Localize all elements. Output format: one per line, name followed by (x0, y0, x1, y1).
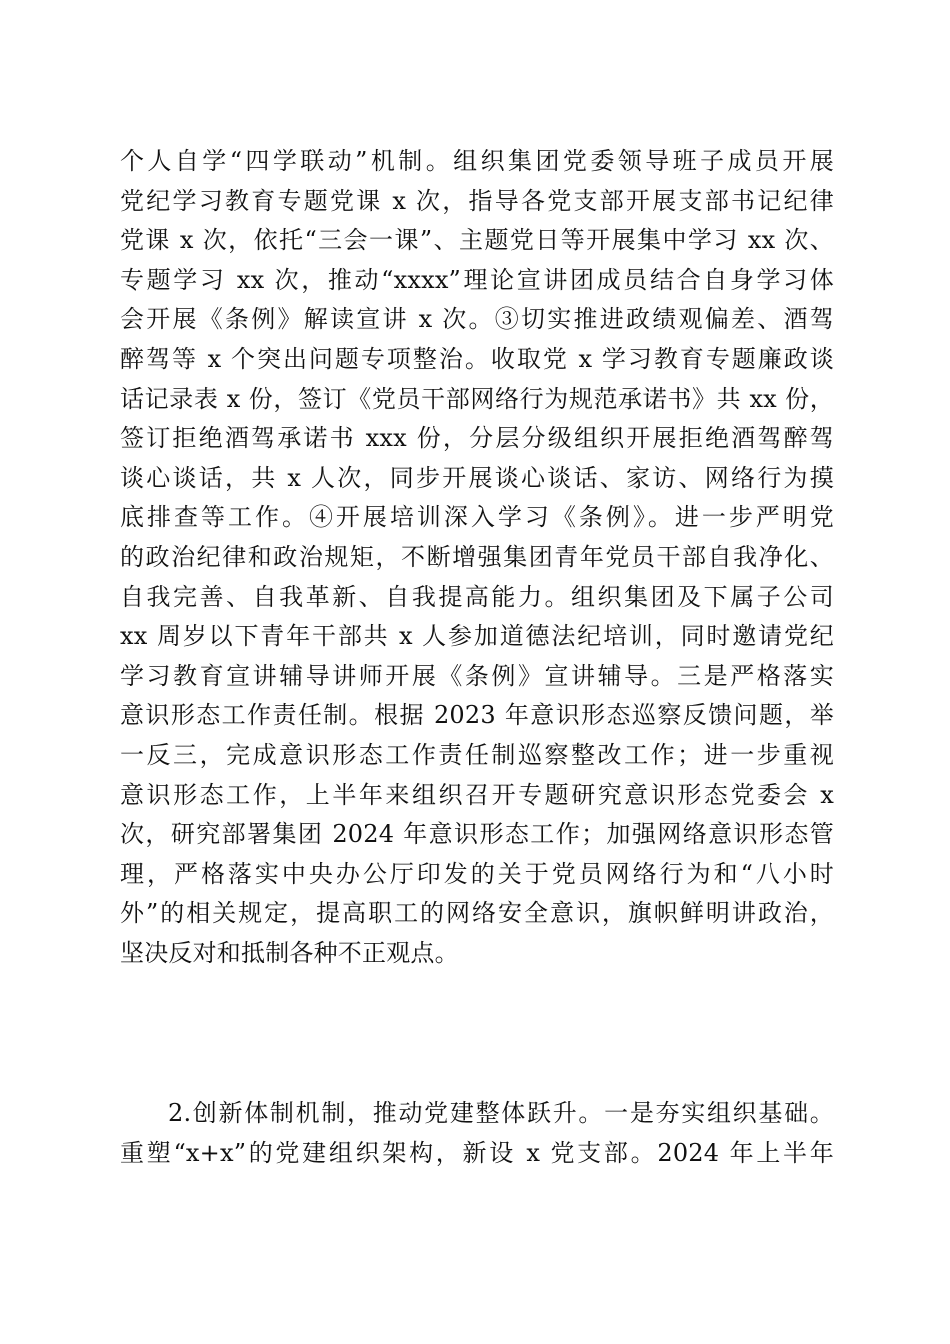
paragraph-innovation-mechanism (120, 1094, 834, 1173)
text-line: 会开展《条例》解读宣讲 x 次。③切实推进政绩观偏差、酒驾 (120, 305, 834, 334)
text-line: 次，研究部署集团 2024 年意识形态工作；加强网络意识形态管 (120, 820, 834, 849)
text-line: 外”的相关规定，提高职工的网络安全意识，旗帜鲜明讲政治， (120, 899, 834, 928)
text-line: 谈心谈话，共 x 人次，同步开展谈心谈话、家访、网络行为摸 (120, 463, 834, 492)
text-line: 2.创新体制机制，推动党建整体跃升。一是夯实组织基础。 (168, 1099, 834, 1127)
text-line: 学习教育宣讲辅导讲师开展《条例》宣讲辅导。三是严格落实 (120, 661, 834, 690)
text-line: 意识形态工作责任制。根据 2023 年意识形态巡察反馈问题，举 (120, 701, 834, 730)
text-line: 自我完善、自我革新、自我提高能力。组织集团及下属子公司 (120, 582, 834, 611)
text-line: 一反三，完成意识形态工作责任制巡察整改工作；进一步重视 (120, 740, 834, 769)
text-line: 党纪学习教育专题党课 x 次，指导各党支部开展支部书记纪律 (120, 186, 834, 215)
paragraph-party-discipline (120, 142, 834, 973)
text-line: 个人自学“四学联动”机制。组织集团党委领导班子成员开展 (120, 147, 834, 175)
text-line: 的政治纪律和政治规矩，不断增强集团青年党员干部自我净化、 (120, 542, 834, 571)
text-line: 理，严格落实中央办公厅印发的关于党员网络行为和“八小时 (120, 859, 834, 888)
text-line: 重塑“x+x”的党建组织架构，新设 x 党支部。2024 年上半年 (120, 1138, 834, 1167)
text-line: 醉驾等 x 个突出问题专项整治。收取党 x 学习教育专题廉政谈 (120, 344, 834, 373)
text-line: 党课 x 次，依托“三会一课”、主题党日等开展集中学习 xx 次、 (120, 226, 834, 255)
text-line: 签订拒绝酒驾承诺书 xxx 份，分层分级组织开展拒绝酒驾醉驾 (120, 424, 834, 453)
text-line: 底排查等工作。④开展培训深入学习《条例》。进一步严明党 (120, 503, 834, 532)
text-line: 意识形态工作，上半年来组织召开专题研究意识形态党委会 x (120, 780, 834, 809)
text-line: 话记录表 x 份，签订《党员干部网络行为规范承诺书》共 xx 份， (120, 384, 834, 413)
text-line: 坚决反对和抵制各种不正观点。 (120, 938, 459, 967)
text-line: xx 周岁以下青年干部共 x 人参加道德法纪培训，同时邀请党纪 (120, 622, 834, 651)
text-line: 专题学习 xx 次，推动“xxxx”理论宣讲团成员结合自身学习体 (120, 265, 834, 294)
